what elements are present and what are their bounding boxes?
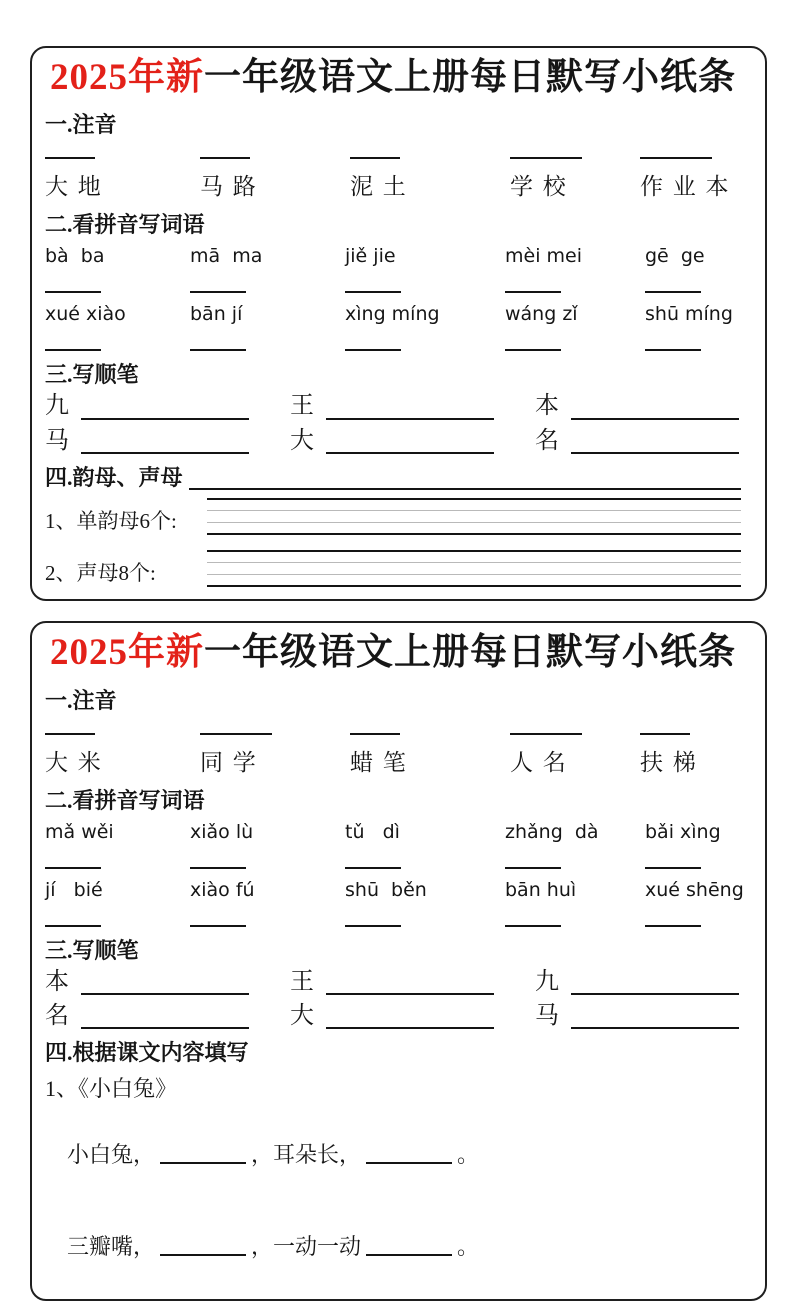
answer-line — [366, 1144, 452, 1164]
pinyin-item — [505, 245, 645, 293]
fill-text: ，耳朵长， — [251, 1142, 362, 1168]
fill-in-line — [45, 1204, 741, 1287]
pinyin-item — [645, 303, 741, 351]
pinyin-four-line-staff — [207, 550, 741, 587]
stroke-item — [45, 1003, 290, 1029]
initials-staff-row — [45, 550, 741, 587]
pinyin-item — [505, 821, 645, 869]
pinyin-item — [505, 879, 645, 927]
word-label: 大 地 — [45, 174, 103, 200]
answer-line — [81, 398, 249, 420]
fill-text: 三瓣嘴， — [67, 1234, 156, 1260]
character-label: 马 — [535, 1002, 559, 1029]
answer-line — [571, 1007, 739, 1029]
answer-line — [326, 398, 494, 420]
zhuyin-item — [510, 733, 640, 777]
pinyin-label: wáng zǐ — [505, 303, 578, 326]
stroke-item — [45, 393, 290, 419]
answer-line — [190, 901, 246, 927]
staff-line-mid — [207, 574, 741, 575]
staff-label: 2、声母8个: — [45, 561, 156, 586]
word-label: 蜡 笔 — [350, 749, 408, 775]
answer-line — [326, 1007, 494, 1029]
word-label: 泥 土 — [350, 174, 408, 200]
section2-heading: 二.看拼音写词语 — [45, 787, 205, 813]
answer-line — [345, 901, 401, 927]
pinyin-item — [345, 245, 505, 293]
answer-line — [45, 267, 101, 293]
fill-text: 小白兔， — [67, 1142, 156, 1168]
pinyin-label: xué xiào — [45, 303, 126, 326]
section4-heading: 四.根据课文内容填写 — [45, 1040, 249, 1066]
answer-line — [510, 733, 582, 735]
stroke-item — [535, 428, 741, 454]
answer-line — [81, 432, 249, 454]
stroke-item — [290, 393, 535, 419]
answer-line — [200, 733, 272, 735]
answer-line — [190, 325, 246, 351]
stroke-order-grid — [45, 393, 741, 454]
section1-heading: 一.注音 — [45, 687, 117, 713]
worksheet-card-1 — [30, 46, 767, 601]
section4-heading-row — [45, 461, 741, 492]
answer-line — [345, 267, 401, 293]
answer-line — [190, 843, 246, 869]
stroke-order-grid — [45, 969, 741, 1030]
staff-line-mid — [207, 522, 741, 523]
section3-heading: 三.写顺笔 — [45, 937, 139, 963]
pinyin-label: jí bié — [45, 878, 103, 901]
staff-line-top — [207, 498, 741, 500]
stroke-item — [290, 1003, 535, 1029]
pinyin-item — [190, 879, 345, 927]
pinyin-label: shū míng — [645, 303, 733, 326]
pinyin-label: bà ba — [45, 245, 105, 268]
pinyin-item — [190, 821, 345, 869]
answer-line — [505, 267, 561, 293]
answer-line — [326, 973, 494, 995]
pinyin-label: shū běn — [345, 878, 427, 901]
pinyin-label: xiào fú — [190, 878, 255, 901]
section1-heading: 一.注音 — [45, 112, 117, 138]
word-label: 马 路 — [200, 174, 258, 200]
zhuyin-item — [350, 733, 510, 777]
answer-line — [45, 325, 101, 351]
pinyin-item — [645, 879, 744, 927]
fill-text: 。 — [457, 1234, 480, 1260]
section3-heading: 三.写顺笔 — [45, 362, 139, 388]
answer-line — [326, 432, 494, 454]
answer-line — [505, 325, 561, 351]
fill-text: 。 — [457, 1142, 480, 1168]
answer-line — [200, 157, 250, 159]
answer-line — [189, 474, 741, 490]
pinyin-row-1 — [45, 821, 741, 869]
title-year-highlight: 2025年新 — [50, 57, 204, 98]
answer-line — [45, 157, 95, 159]
answer-line — [645, 267, 701, 293]
answer-line — [350, 733, 400, 735]
word-label: 人 名 — [510, 749, 568, 775]
pinyin-label: mèi mei — [505, 245, 582, 268]
answer-line — [45, 843, 101, 869]
staff-line-bottom — [207, 533, 741, 535]
character-label: 名 — [535, 427, 559, 454]
pinyin-label: xiǎo lù — [190, 820, 254, 843]
pinyin-item — [190, 303, 345, 351]
answer-line — [640, 733, 690, 735]
stroke-item — [45, 969, 290, 995]
answer-line — [510, 157, 582, 159]
answer-line — [45, 733, 95, 735]
answer-line — [645, 843, 701, 869]
character-label: 王 — [290, 393, 314, 420]
staff-line-mid — [207, 510, 741, 511]
pinyin-label: mǎ wěi — [45, 820, 114, 843]
word-label: 学 校 — [510, 174, 568, 200]
stroke-item — [535, 393, 741, 419]
pinyin-row-2 — [45, 878, 744, 927]
zhuyin-item — [45, 733, 200, 777]
answer-line — [81, 1007, 249, 1029]
passage-title: 1、《小白兔》 — [45, 1076, 178, 1102]
pinyin-item — [45, 303, 190, 351]
answer-line — [81, 973, 249, 995]
stroke-item — [290, 969, 535, 995]
title-rest: 一年级语文上册每日默写小纸条 — [204, 632, 736, 674]
answer-line — [366, 1236, 452, 1256]
zhuyin-row — [45, 157, 741, 201]
stroke-item — [290, 428, 535, 454]
pinyin-label: bān jí — [190, 303, 243, 326]
title-rest: 一年级语文上册每日默写小纸条 — [204, 57, 736, 98]
zhuyin-item — [350, 157, 510, 201]
staff-line-mid — [207, 562, 741, 563]
pinyin-row-1 — [45, 245, 741, 293]
pinyin-item — [45, 821, 190, 869]
answer-line — [345, 843, 401, 869]
character-label: 大 — [290, 427, 314, 454]
word-label: 同 学 — [200, 749, 258, 775]
section4-heading: 四.韵母、声母 — [45, 465, 183, 491]
answer-line — [571, 973, 739, 995]
character-label: 马 — [45, 427, 69, 454]
fill-text: ，一动一动 — [251, 1234, 362, 1260]
answer-line — [640, 157, 712, 159]
word-label: 大 米 — [45, 749, 103, 775]
pinyin-item — [345, 821, 505, 869]
character-label: 王 — [290, 968, 314, 995]
answer-line — [645, 325, 701, 351]
zhuyin-item — [200, 157, 350, 201]
vowel-staff-row — [45, 498, 741, 535]
zhuyin-item — [200, 733, 350, 777]
character-label: 本 — [45, 968, 69, 995]
character-label: 九 — [535, 968, 559, 995]
answer-line — [190, 267, 246, 293]
pinyin-row-2 — [45, 303, 741, 351]
zhuyin-item — [510, 157, 640, 201]
answer-line — [645, 901, 701, 927]
stroke-item — [535, 969, 741, 995]
pinyin-label: xìng míng — [345, 303, 440, 326]
staff-line-bottom — [207, 585, 741, 587]
pinyin-item — [505, 303, 645, 351]
word-label: 作 业 本 — [640, 174, 731, 200]
answer-line — [571, 398, 739, 420]
character-label: 名 — [45, 1002, 69, 1029]
pinyin-item — [645, 821, 741, 869]
pinyin-label: gē ge — [645, 245, 705, 268]
pinyin-item — [345, 303, 505, 351]
answer-line — [350, 157, 400, 159]
zhuyin-item — [45, 157, 200, 201]
zhuyin-item — [640, 733, 741, 777]
staff-line-top — [207, 550, 741, 552]
answer-line — [505, 901, 561, 927]
pinyin-label: bǎi xìng — [645, 820, 721, 843]
answer-line — [571, 432, 739, 454]
answer-line — [505, 843, 561, 869]
pinyin-item — [645, 245, 741, 293]
pinyin-label: jiě jie — [345, 245, 396, 268]
pinyin-four-line-staff — [207, 498, 741, 535]
pinyin-label: xué shēng — [645, 878, 744, 901]
pinyin-label: mā ma — [190, 245, 263, 268]
stroke-item — [535, 1003, 741, 1029]
pinyin-item — [45, 879, 190, 927]
pinyin-label: tǔ dì — [345, 820, 400, 843]
card-title — [45, 629, 741, 676]
card-title — [45, 54, 741, 101]
character-label: 九 — [45, 393, 69, 420]
pinyin-item — [345, 879, 505, 927]
answer-line — [345, 325, 401, 351]
worksheet-card-2 — [30, 621, 767, 1301]
pinyin-label: bān huì — [505, 878, 577, 901]
stroke-item — [45, 428, 290, 454]
pinyin-item — [190, 245, 345, 293]
character-label: 大 — [290, 1002, 314, 1029]
zhuyin-item — [640, 157, 741, 201]
section2-heading: 二.看拼音写词语 — [45, 212, 205, 238]
fill-in-line — [45, 1112, 741, 1195]
pinyin-item — [45, 245, 190, 293]
character-label: 本 — [535, 393, 559, 420]
answer-line — [160, 1144, 246, 1164]
zhuyin-row — [45, 733, 741, 777]
pinyin-label: zhǎng dà — [505, 820, 599, 843]
staff-label: 1、单韵母6个: — [45, 509, 177, 534]
word-label: 扶 梯 — [640, 749, 698, 775]
answer-line — [45, 901, 101, 927]
answer-line — [160, 1236, 246, 1256]
title-year-highlight: 2025年新 — [50, 632, 204, 674]
